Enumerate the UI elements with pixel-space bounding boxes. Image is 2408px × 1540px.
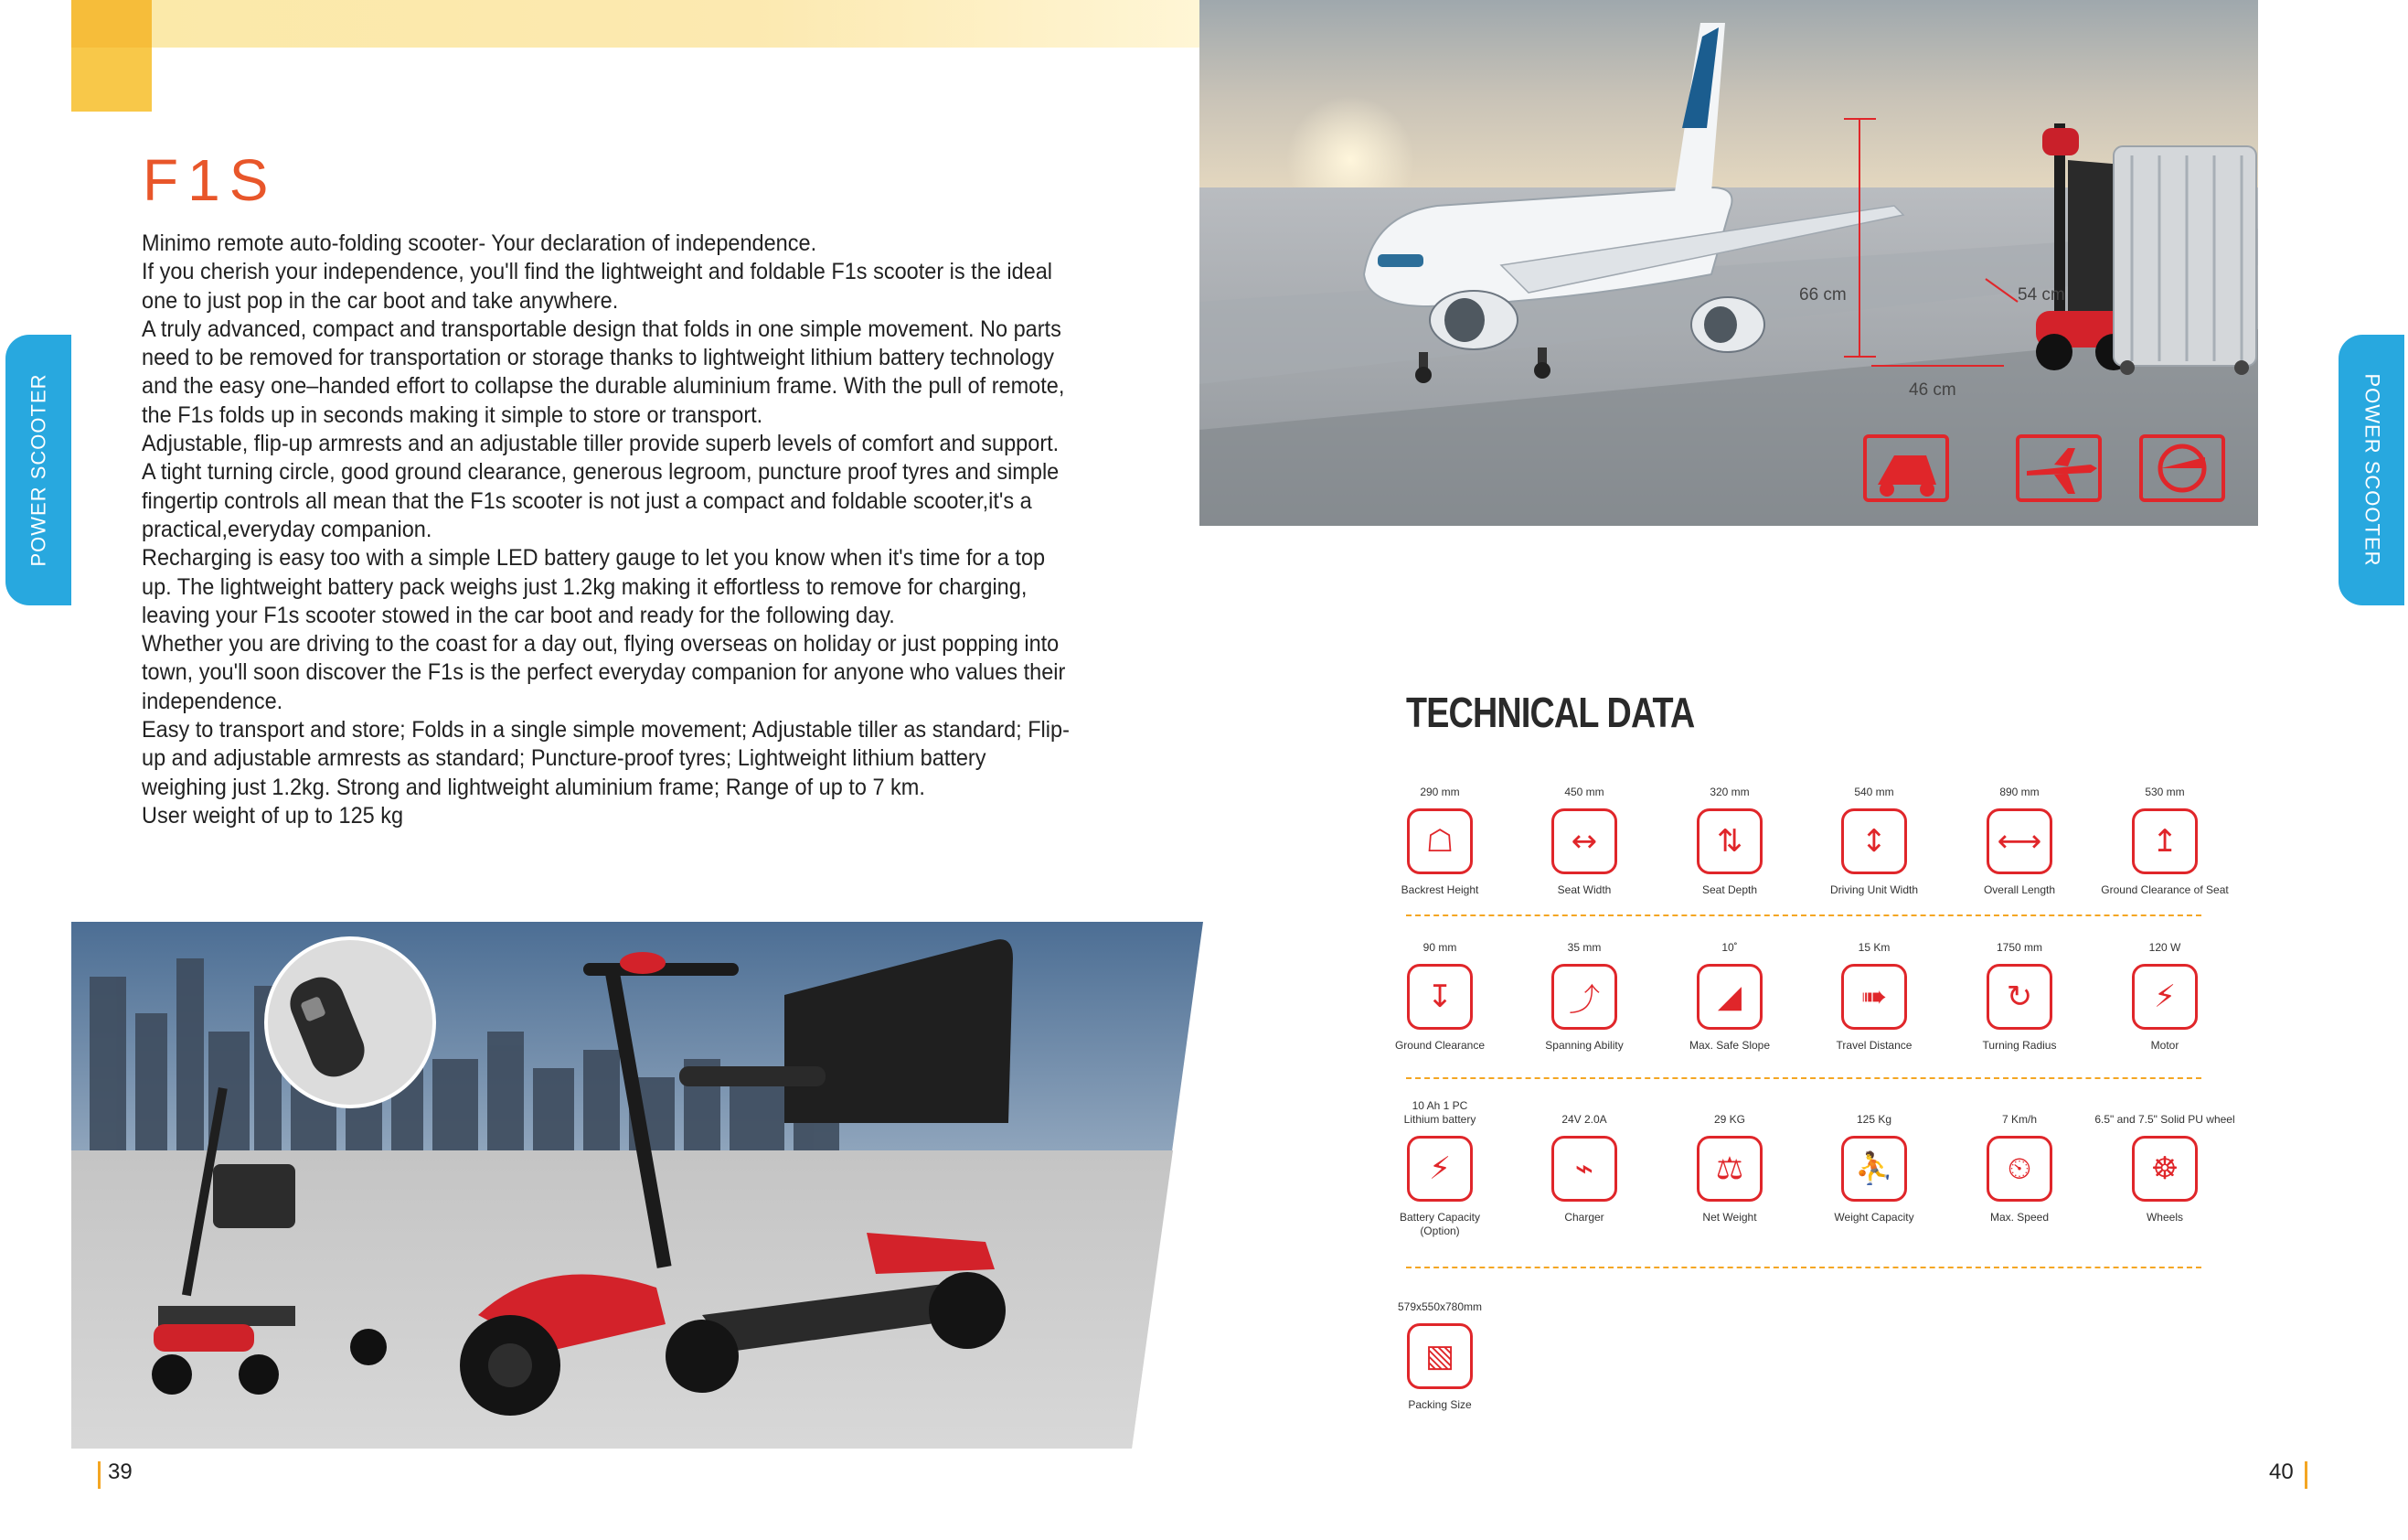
spec-item bbox=[1942, 925, 2097, 1053]
package-icon: ▧ bbox=[1407, 1323, 1473, 1389]
seat-depth-icon: ⇅ bbox=[1697, 808, 1763, 874]
scooter-city-photo bbox=[71, 922, 1203, 1449]
side-tab-right-label: POWER SCOOTER bbox=[2360, 373, 2384, 567]
spec-label: Net Weight bbox=[1702, 1211, 1757, 1224]
spec-value: 450 mm bbox=[1564, 786, 1604, 798]
distance-icon: ➠ bbox=[1841, 964, 1907, 1030]
spec-item bbox=[1942, 770, 2097, 897]
top-decor-square-dark bbox=[71, 0, 152, 48]
spec-item bbox=[1796, 770, 1952, 897]
divider-line bbox=[1406, 1077, 2201, 1079]
spec-value: 890 mm bbox=[1999, 786, 2040, 798]
spec-value: 125 Kg bbox=[1856, 1113, 1892, 1126]
spec-label: Spanning Ability bbox=[1545, 1039, 1624, 1052]
spec-label: Wheels bbox=[2146, 1211, 2183, 1224]
spec-item bbox=[1507, 925, 1662, 1053]
side-tab-left-label: POWER SCOOTER bbox=[27, 373, 50, 567]
spec-item bbox=[2087, 925, 2243, 1053]
spec-label: Backrest Height bbox=[1401, 883, 1479, 896]
product-title: F1S bbox=[143, 147, 278, 213]
dimension-length-label: 46 cm bbox=[1909, 380, 1956, 400]
spec-item bbox=[1362, 925, 1518, 1053]
length-icon: ⟷ bbox=[1987, 808, 2052, 874]
description-paragraph: Recharging is easy too with a simple LED battery gauge to let you know when it's time for a top up. The lightweight battery pack weighs just 1.2kg making it effortless to remove for charging, leaving your F1s scooter stowed in the car boot and ready for the following day. bbox=[142, 545, 1046, 628]
slope-icon: ◢ bbox=[1697, 964, 1763, 1030]
description-paragraph: User weight of up to 125 kg bbox=[142, 802, 404, 829]
spec-item bbox=[1942, 1097, 2097, 1225]
charger-icon: ⌁ bbox=[1551, 1136, 1617, 1202]
spec-item bbox=[1362, 770, 1518, 897]
dimension-height-label: 66 cm bbox=[1799, 285, 1847, 305]
description-paragraph: A truly advanced, compact and transportable design that folds in one simple movement. No parts need to be removed for transportation or storage thanks to lightweight lithium battery technology and the easy one–handed effort to collapse the durable aluminium frame. With the pull of remote, the F1s folds up in seconds making it simple to store or transport. bbox=[142, 315, 1065, 428]
product-description bbox=[142, 230, 1070, 830]
ground-clearance-icon: ↧ bbox=[1407, 964, 1473, 1030]
divider-line bbox=[1406, 1267, 2201, 1268]
description-paragraph: If you cherish your independence, you'll find the lightweight and foldable F1s scooter is the ideal one to just pop in the car boot and take anywhere. bbox=[142, 259, 1053, 314]
spec-label: Seat Depth bbox=[1701, 883, 1758, 896]
spec-value: 7 Km/h bbox=[2001, 1113, 2037, 1126]
spec-label: Seat Width bbox=[1557, 883, 1612, 896]
spec-label: Max. Safe Slope bbox=[1689, 1039, 1771, 1052]
unit-width-icon: ↕ bbox=[1841, 808, 1907, 874]
page-number-left: 39 bbox=[108, 1460, 133, 1484]
dimension-depth-label: 54 cm bbox=[2018, 285, 2065, 305]
spec-label: Ground Clearance bbox=[1394, 1039, 1486, 1052]
net-weight-icon: ⚖ bbox=[1697, 1136, 1763, 1202]
battery-icon: ⚡ bbox=[1407, 1136, 1473, 1202]
spec-value: 530 mm bbox=[2145, 786, 2185, 798]
spec-value: 540 mm bbox=[1854, 786, 1894, 798]
side-tab-left bbox=[5, 335, 71, 605]
speed-icon: ⏲ bbox=[1987, 1136, 2052, 1202]
spec-label: Overall Length bbox=[1983, 883, 2056, 896]
spec-item bbox=[1796, 1097, 1952, 1225]
suitcase-illustration bbox=[2114, 146, 2256, 375]
spec-label: Travel Distance bbox=[1836, 1039, 1913, 1052]
spec-value: 15 Km bbox=[1858, 941, 1891, 954]
spec-item bbox=[1652, 1097, 1807, 1225]
city-scene bbox=[71, 922, 1203, 1449]
backrest-icon: ☖ bbox=[1407, 808, 1473, 874]
description-paragraph: Easy to transport and store; Folds in a single simple movement; Adjustable tiller as standard; Flip-up and adjustable armrests as standard; Puncture-proof tyres; Lightweight lithium battery weighing just 1.2kg. Strong and lightweight aluminium frame; Range of up to 7 km. bbox=[142, 717, 1070, 800]
airport-scene bbox=[1199, 0, 2258, 526]
spec-item bbox=[1362, 1097, 1518, 1238]
spec-label: Driving Unit Width bbox=[1829, 883, 1919, 896]
spec-label: Battery Capacity (Option) bbox=[1399, 1211, 1481, 1237]
spec-label: Packing Size bbox=[1408, 1398, 1472, 1411]
page-number-bar bbox=[2305, 1461, 2307, 1489]
page-number-right: 40 bbox=[2269, 1460, 2294, 1484]
page-number-bar bbox=[98, 1461, 101, 1489]
spec-value: 24V 2.0A bbox=[1561, 1113, 1607, 1126]
spec-item bbox=[2087, 1097, 2243, 1225]
seat-clearance-icon: ↥ bbox=[2132, 808, 2198, 874]
spec-label: Weight Capacity bbox=[1834, 1211, 1914, 1224]
spec-item bbox=[1507, 770, 1662, 897]
top-decor-band bbox=[71, 0, 1207, 48]
spec-value: 10 Ah 1 PC Lithium battery bbox=[1403, 1099, 1476, 1126]
spec-value: 6.5" and 7.5" Solid PU wheel bbox=[2094, 1113, 2235, 1126]
spec-label: Turning Radius bbox=[1982, 1039, 2057, 1052]
description-paragraph: Minimo remote auto-folding scooter- Your declaration of independence. bbox=[142, 230, 817, 256]
spec-item bbox=[1507, 1097, 1662, 1225]
spec-value: 290 mm bbox=[1420, 786, 1460, 798]
spec-label: Motor bbox=[2150, 1039, 2179, 1052]
spec-item bbox=[1796, 925, 1952, 1053]
wheel-icon: ☸ bbox=[2132, 1136, 2198, 1202]
spec-label: Charger bbox=[1564, 1211, 1604, 1224]
airport-photo bbox=[1199, 0, 2258, 526]
spec-value: 10˚ bbox=[1721, 941, 1738, 954]
description-paragraph: Whether you are driving to the coast for a day out, flying overseas on holiday or just popping into town, you'll soon discover the F1s is the perfect everyday companion for anyone who values their independence. bbox=[142, 631, 1066, 714]
divider-line bbox=[1406, 914, 2201, 916]
spec-value: 120 W bbox=[2148, 941, 2181, 954]
spec-item bbox=[1362, 1285, 1518, 1412]
description-paragraph: Adjustable, flip-up armrests and an adjustable tiller provide superb levels of comfort and support. A tight turning circle, good ground clearance, generous legroom, puncture proof tyres and simple fingertip controls all mean that the F1s scooter is not just a compact and foldable scooter,it's a practical,everyday companion. bbox=[142, 431, 1060, 542]
spec-label: Max. Speed bbox=[1989, 1211, 2050, 1224]
technical-data-title: TECHNICAL DATA bbox=[1406, 689, 1695, 736]
spec-value: 90 mm bbox=[1422, 941, 1457, 954]
spanning-icon: ⤴ bbox=[1551, 964, 1617, 1030]
remote-control-illustration bbox=[266, 938, 434, 1107]
spec-value: 35 mm bbox=[1567, 941, 1602, 954]
weight-capacity-icon: ⛹ bbox=[1841, 1136, 1907, 1202]
motor-icon: ⚡ bbox=[2132, 964, 2198, 1030]
spec-value: 1750 mm bbox=[1996, 941, 2043, 954]
spec-item bbox=[1652, 925, 1807, 1053]
seat-width-icon: ↔ bbox=[1551, 808, 1617, 874]
spec-item bbox=[1652, 770, 1807, 897]
spec-value: 579x550x780mm bbox=[1397, 1300, 1483, 1313]
spec-label: Ground Clearance of Seat bbox=[2101, 883, 2229, 896]
spec-value: 320 mm bbox=[1710, 786, 1750, 798]
turning-icon: ↻ bbox=[1987, 964, 2052, 1030]
spec-item bbox=[2087, 770, 2243, 897]
side-tab-right bbox=[2339, 335, 2404, 605]
spec-value: 29 KG bbox=[1713, 1113, 1746, 1126]
